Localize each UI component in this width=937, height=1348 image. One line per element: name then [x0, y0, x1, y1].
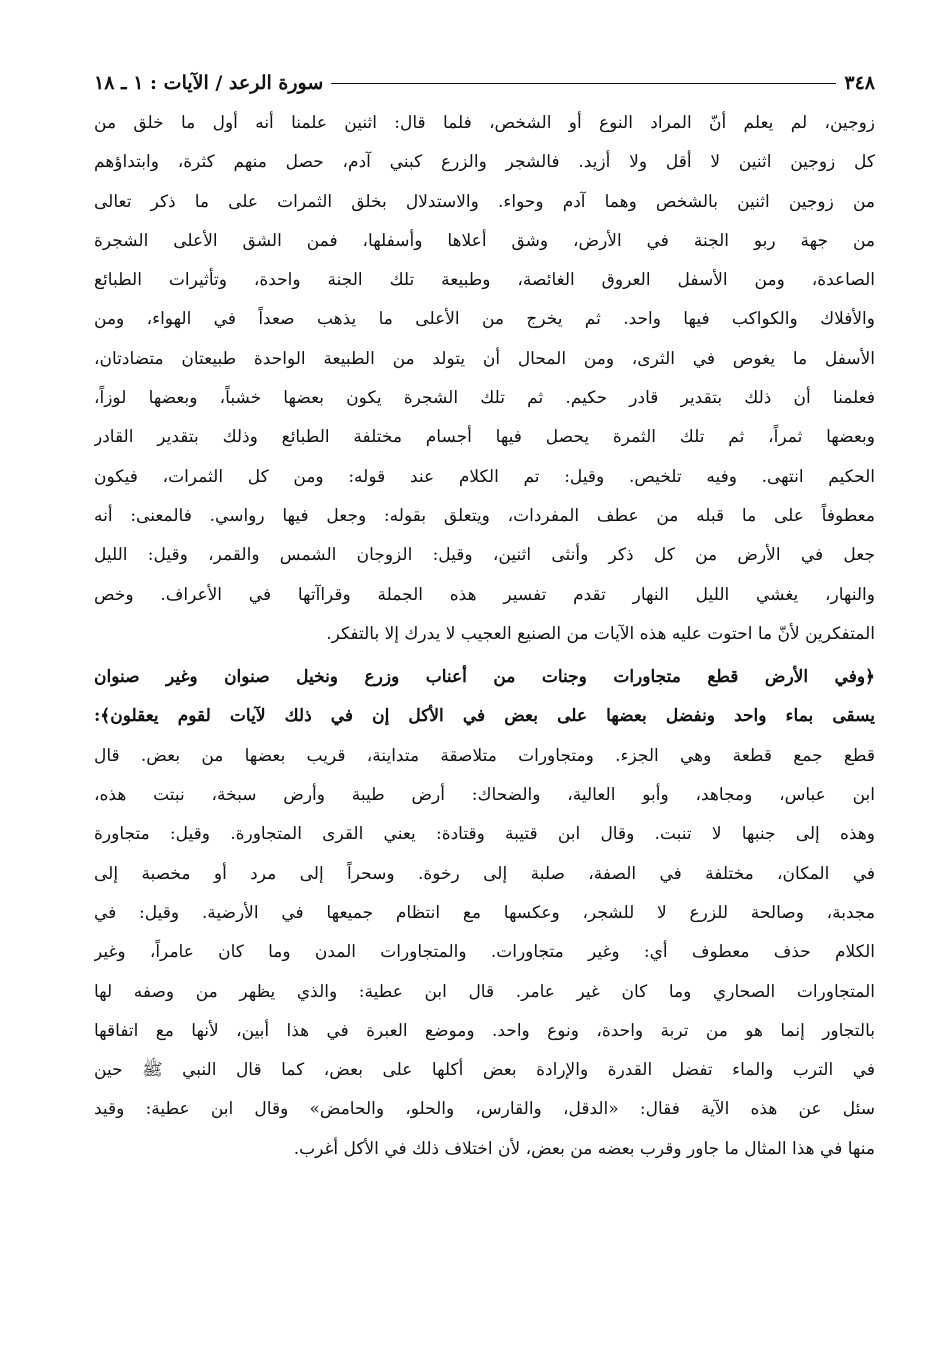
- text-line: الأسفل ما يغوص في الثرى، ومن المحال أن يتولد من الطبيعة الواحدة طبيعتان متضادتان،: [94, 348, 875, 369]
- text-line: والنهار، يغشي الليل النهار تقدم تفسير هذه الجملة وقراآتها في الأعراف. وخص: [94, 584, 875, 605]
- verse-line: ﴿وفي الأرض قطع متجاورات وجنات من أعناب وزرع ونخيل صنوان وغير صنوان: [94, 667, 875, 688]
- commentary-bottom: [94, 737, 875, 1169]
- text-line: الصاعدة، ومن الأسفل العروق الغائصة، وطبيعة تلك الجنة واحدة، وتأثيرات الطبائع: [94, 270, 875, 291]
- text-line: جعل في الأرض من كل ذكر وأنثى اثنين، وقيل: الزوجان الشمس والقمر، وقيل: الليل: [94, 545, 875, 566]
- verse-block: [94, 658, 875, 737]
- text-line: منها في هذا المثال ما جاور وقرب بعضه من بعض، لأن اختلاف ذلك في الأكل أغرب.: [293, 1138, 875, 1159]
- text-line: ابن عباس، ومجاهد، وأبو العالية، والضحاك: أرض طيبة وأرض سبخة، نبتت هذه،: [94, 785, 875, 806]
- text-line: من زوجين اثنين بالشخص وهما آدم وحواء. والاستدلال بخلق الثمرات على ما ذكر تعالى: [94, 191, 875, 212]
- text-line: وبعضها ثمراً، ثم تلك الثمرة يحصل فيها أجسام مختلفة الطبائع وذلك بتقدير القادر: [94, 427, 875, 448]
- text-line: معطوفاً على ما قبله من عطف المفردات، ويتعلق بقوله: وجعل فيها رواسي. فالمعنى: أنه: [94, 505, 875, 526]
- text-line: المتجاورات الصحاري وما كان غير عامر. قال ابن عطية: والذي يظهر من وصفه لها: [94, 981, 875, 1002]
- text-line: وهذه إلى جنبها لا تنبت. وقال ابن قتيبة وقتادة: يعني القرى المتجاورة. وقيل: متجاورة: [94, 824, 875, 845]
- page-header: [94, 62, 875, 104]
- text-line: من جهة ربو الجنة في الأرض، وشق أعلاها وأسفلها، فمن الشق الأعلى الشجرة: [94, 230, 875, 251]
- text-line: مجدبة، وصالحة للزرع لا للشجر، وعكسها مع انتظام جميعها في الأرضية. وقيل: في: [94, 902, 875, 923]
- text-line: قطع جمع قطعة وهي الجزء. ومتجاورات متلاصقة متداينة، قريب بعضها من بعض. قال: [94, 745, 875, 766]
- text-line: كل زوجين اثنين لا أقل ولا أزيد. فالشجر والزرع كبني آدم، حصل منهم كثرة، وابتداؤهم: [94, 152, 875, 173]
- commentary-top: [94, 104, 875, 654]
- page-number: ٣٤٨: [844, 72, 875, 94]
- text-line: سئل عن هذه الآية فقال: «الدقل، والقارس، والحلو، والحامض» وقال ابن عطية: وقيد: [94, 1099, 875, 1120]
- text-line: في المكان، مختلفة في الصفة، صلبة إلى رخوة. وسحراً إلى مرد أو مخصبة إلى: [94, 863, 875, 884]
- verse-line: يسقى بماء واحد ونفضل بعضها على بعض في الأكل إن في ذلك لآيات لقوم يعقلون﴾:: [94, 706, 875, 727]
- text-line: بالتجاور إنما هو من تربة واحدة، ونوع واحد. وموضع العبرة في هذا أبين، لأنها مع اتفاقها: [94, 1020, 875, 1041]
- text-line: الحكيم انتهى. وفيه تلخيص. وقيل: تم الكلام عند قوله: ومن كل الثمرات، فيكون: [94, 466, 875, 487]
- text-line: الكلام حذف معطوف أي: وغير متجاورات. والمتجاورات المدن وما كان عامراً، وغير: [94, 942, 875, 963]
- text-line: والأفلاك والكواكب فيها واحد. ثم يخرج من الأعلى ما يذهب صعداً في الهواء، ومن: [94, 309, 875, 330]
- text-line: في الترب والماء تفضل القدرة والإرادة بعض أكلها على بعض، كما قال النبي ﷺ حين: [94, 1060, 875, 1081]
- text-line: زوجين، لم يعلم أنّ المراد النوع أو الشخص، فلما قال: اثنين علمنا أنه أول ما خلق من: [94, 113, 875, 133]
- header-rule: [331, 83, 836, 84]
- book-page: [94, 62, 875, 1169]
- running-title: سورة الرعد / الآيات : ١ ـ ١٨: [94, 72, 324, 94]
- text-line: فعلمنا أن ذلك بتقدير قادر حكيم. ثم تلك الشجرة يكون بعضها خشباً، وبعضها لوزاً،: [94, 388, 875, 409]
- text-line: المتفكرين لأنّ ما احتوت عليه هذه الآيات من الصنيع العجيب لا يدرك إلا بالتفكر.: [326, 623, 875, 644]
